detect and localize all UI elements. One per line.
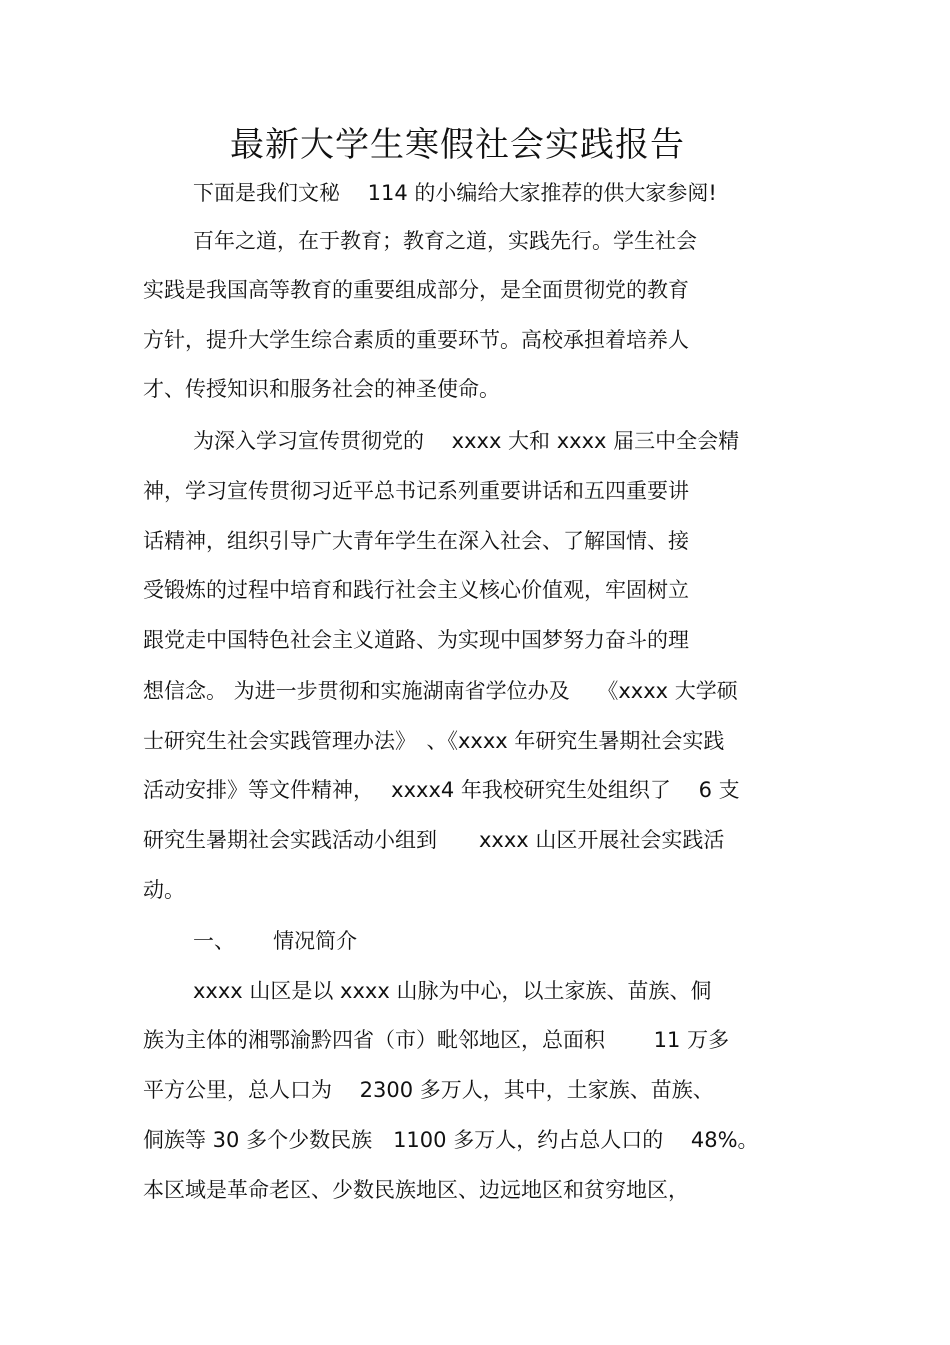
- text-line: 想信念。 为进一步贯彻和实施湖南省学位办及 《xxxx 大学硕: [143, 679, 738, 703]
- text-line: 平方公里，总人口为 2300 多万人，其中，土家族、苗族、: [143, 1078, 714, 1102]
- text-line: 才、传授知识和服务社会的神圣使命。: [143, 377, 500, 401]
- text-line: 研究生暑期社会实践活动小组到 xxxx 山区开展社会实践活: [143, 828, 725, 852]
- text-line: 士研究生社会实践管理办法》 、《xxxx 年研究生暑期社会实践: [143, 729, 725, 753]
- section-heading: 一、 情况简介: [193, 929, 358, 953]
- text-line: 下面是我们文秘 114 的小编给大家推荐的供大家参阅!: [193, 181, 717, 205]
- text-line: 实践是我国高等教育的重要组成部分，是全面贯彻党的教育: [143, 278, 689, 302]
- text-line: 为深入学习宣传贯彻党的 xxxx 大和 xxxx 届三中全会精: [193, 429, 740, 453]
- text-line: 侗族等 30 多个少数民族 1100 多万人，约占总人口的 48%。: [143, 1128, 759, 1152]
- text-line: xxxx 山区是以 xxxx 山脉为中心，以土家族、苗族、侗: [193, 979, 712, 1003]
- text-line: 动。: [143, 878, 185, 902]
- text-line: 话精神，组织引导广大青年学生在深入社会、了解国情、接: [143, 529, 689, 553]
- text-line: 跟党走中国特色社会主义道路、为实现中国梦努力奋斗的理: [143, 628, 689, 652]
- text-line: 方针，提升大学生综合素质的重要环节。高校承担着培养人: [143, 328, 689, 352]
- text-line: 本区域是革命老区、少数民族地区、边远地区和贫穷地区，: [143, 1178, 689, 1202]
- text-line: 神，学习宣传贯彻习近平总书记系列重要讲话和五四重要讲: [143, 479, 689, 503]
- text-line: 活动安排》等文件精神， xxxx4 年我校研究生处组织了 6 支: [143, 778, 740, 802]
- text-line: 受锻炼的过程中培育和践行社会主义核心价值观，牢固树立: [143, 578, 689, 602]
- text-line: 族为主体的湘鄂渝黔四省（市）毗邻地区，总面积 11 万多: [143, 1028, 730, 1052]
- text-line: 百年之道，在于教育；教育之道，实践先行。学生社会: [193, 229, 697, 253]
- document-title: 最新大学生寒假社会实践报告: [230, 125, 685, 165]
